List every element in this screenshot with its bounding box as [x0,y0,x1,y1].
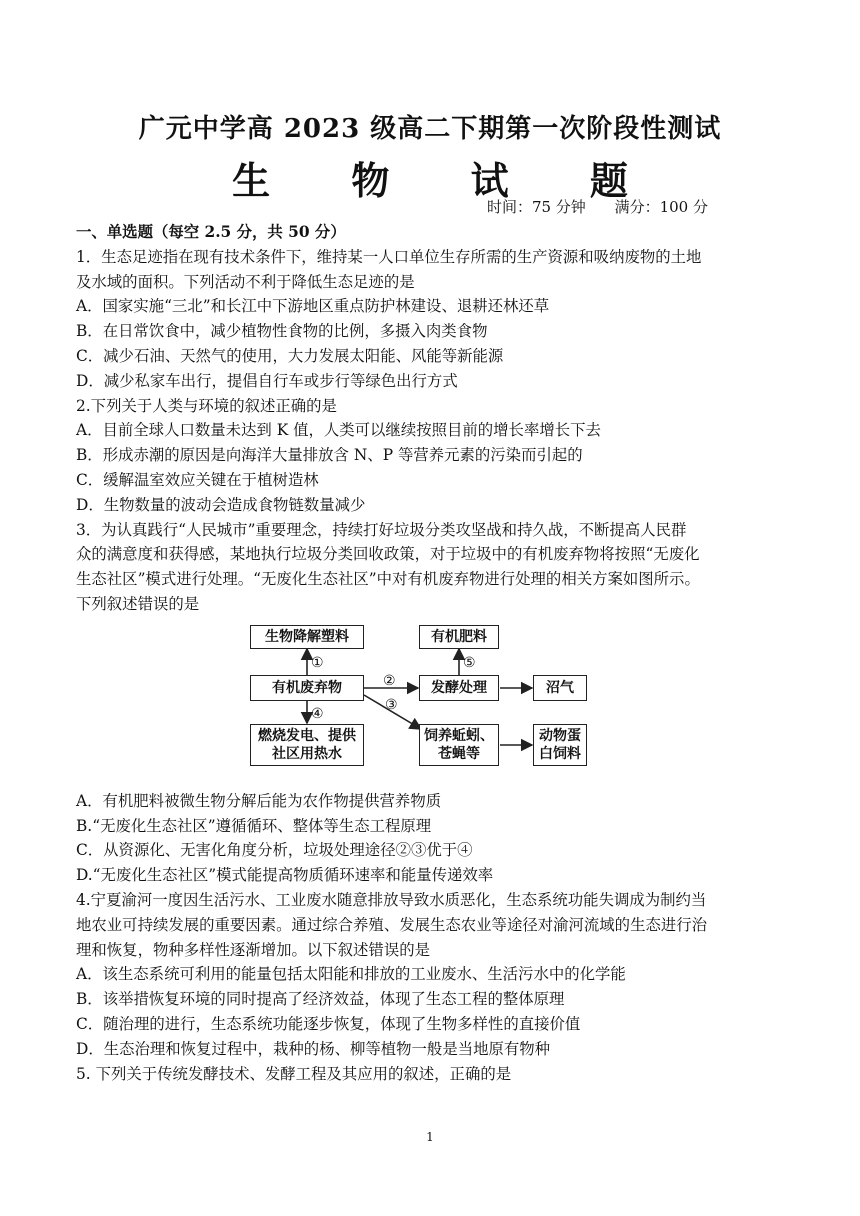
option-d: D．减少私家车出行，提倡自行车或步行等绿色出行方式 [76,371,458,390]
question-2 [76,394,788,518]
option-b: B.“无废化生态社区”遵循循环、整体等生态工程原理 [76,816,432,835]
question-1 [76,245,788,394]
question-stem-line: 生态社区”模式进行处理。“无废化生态社区”中对有机废弃物进行处理的相关方案如图所示。 [76,570,700,589]
page-number: 1 [426,1130,434,1144]
option-a: A．国家实施“三北”和长江中下游地区重点防护林建设、退耕还林还草 [76,297,550,316]
organic-waste-box: 有机废弃物 [250,675,364,701]
question-5 [76,1062,788,1087]
path-label-2: ② [383,672,396,689]
school-title: 广元中学高 2023 级高二下期第一次阶段性测试 [138,114,722,144]
fertilizer-box: 有机肥料 [419,625,499,649]
power-generation-box: 燃烧发电、提供社区用热水 [250,724,364,766]
bioplastic-box: 生物降解塑料 [250,625,364,649]
question-stem-line: 众的满意度和获得感，某地执行垃圾分类回收政策，对于垃圾中的有机废弃物将按照“无废化 [76,545,700,564]
waste-processing-diagram [76,623,788,785]
question-stem-line: 4.宁夏渝河一度因生活污水、工业废水随意排放导致水质恶化，生态系统功能失调成为制约当 [76,890,707,909]
option-b: B．形成赤潮的原因是向海洋大量排放含 N、P 等营养元素的污染而引起的 [76,446,583,465]
option-a: A．该生态系统可利用的能量包括太阳能和排放的工业废水、生活污水中的化学能 [76,965,626,984]
option-c: C．减少石油、天然气的使用，大力发展太阳能、风能等新能源 [76,346,504,365]
option-c: C．缓解温室效应关键在于植树造林 [76,470,319,489]
path-label-4: ④ [311,705,324,722]
exam-meta [463,196,708,217]
question-stem-line: 5. 下列关于传统发酵技术、发酵工程及其应用的叙述，正确的是 [76,1064,512,1083]
option-c: C．从资源化、无害化角度分析，垃圾处理途径②③优于④ [76,841,473,860]
exam-score: 满分：100 分 [614,198,708,216]
subject-title: 生 物 试 题 [232,158,662,203]
question-stem-line: 3．为认真践行“人民城市”重要理念，持续打好垃圾分类攻坚战和持久战，不断提高人民群 [76,520,687,539]
option-d: D.“无废化生态社区”模式能提高物质循环速率和能量传递效率 [76,866,494,885]
path-label-5: ⑤ [463,654,476,671]
option-a: A．有机肥料被微生物分解后能为农作物提供营养物质 [76,791,442,810]
path-label-1: ① [311,654,324,671]
question-stem-line: 1．生态足迹指在现有技术条件下，维持某一人口单位生存所需的生产资源和吸纳废物的土地 [76,247,702,266]
question-stem-line: 2.下列关于人类与环境的叙述正确的是 [76,396,337,415]
question-4 [76,888,788,1062]
earthworm-feeding-box: 饲养蚯蚓、苍蝇等 [419,724,499,766]
path-label-3: ③ [385,696,398,713]
option-b: B．在日常饮食中，减少植物性食物的比例，多摄入肉类食物 [76,322,488,341]
option-d: D．生态治理和恢复过程中，栽种的杨、柳等植物一般是当地原有物种 [76,1039,551,1058]
option-a: A．目前全球人口数量未达到 K 值，人类可以继续按照目前的增长率增长下去 [76,421,601,440]
section-heading: 一、单选题（每空 2.5 分，共 50 分） [76,223,346,241]
option-d: D．生物数量的波动会造成食物链数量减少 [76,495,366,514]
exam-time: 时间：75 分钟 [486,198,586,216]
question-stem-line: 地农业可持续发展的重要因素。通过综合养殖、发展生态农业等途径对渝河流域的生态进行治 [76,915,708,934]
question-stem-line: 理和恢复，物种多样性逐渐增加。以下叙述错误的是 [76,940,430,959]
exam-content [76,220,788,1086]
option-b: B．该举措恢复环境的同时提高了经济效益，体现了生态工程的整体原理 [76,990,565,1009]
biogas-box: 沼气 [533,675,587,701]
fermentation-box: 发酵处理 [419,675,499,701]
question-3 [76,518,788,888]
animal-protein-box: 动物蛋白饲料 [533,724,587,766]
question-stem-line: 及水域的面积。下列活动不利于降低生态足迹的是 [76,272,415,291]
option-c: C．随治理的进行，生态系统功能逐步恢复，体现了生物多样性的直接价值 [76,1014,581,1033]
question-stem-line: 下列叙述错误的是 [76,594,200,613]
